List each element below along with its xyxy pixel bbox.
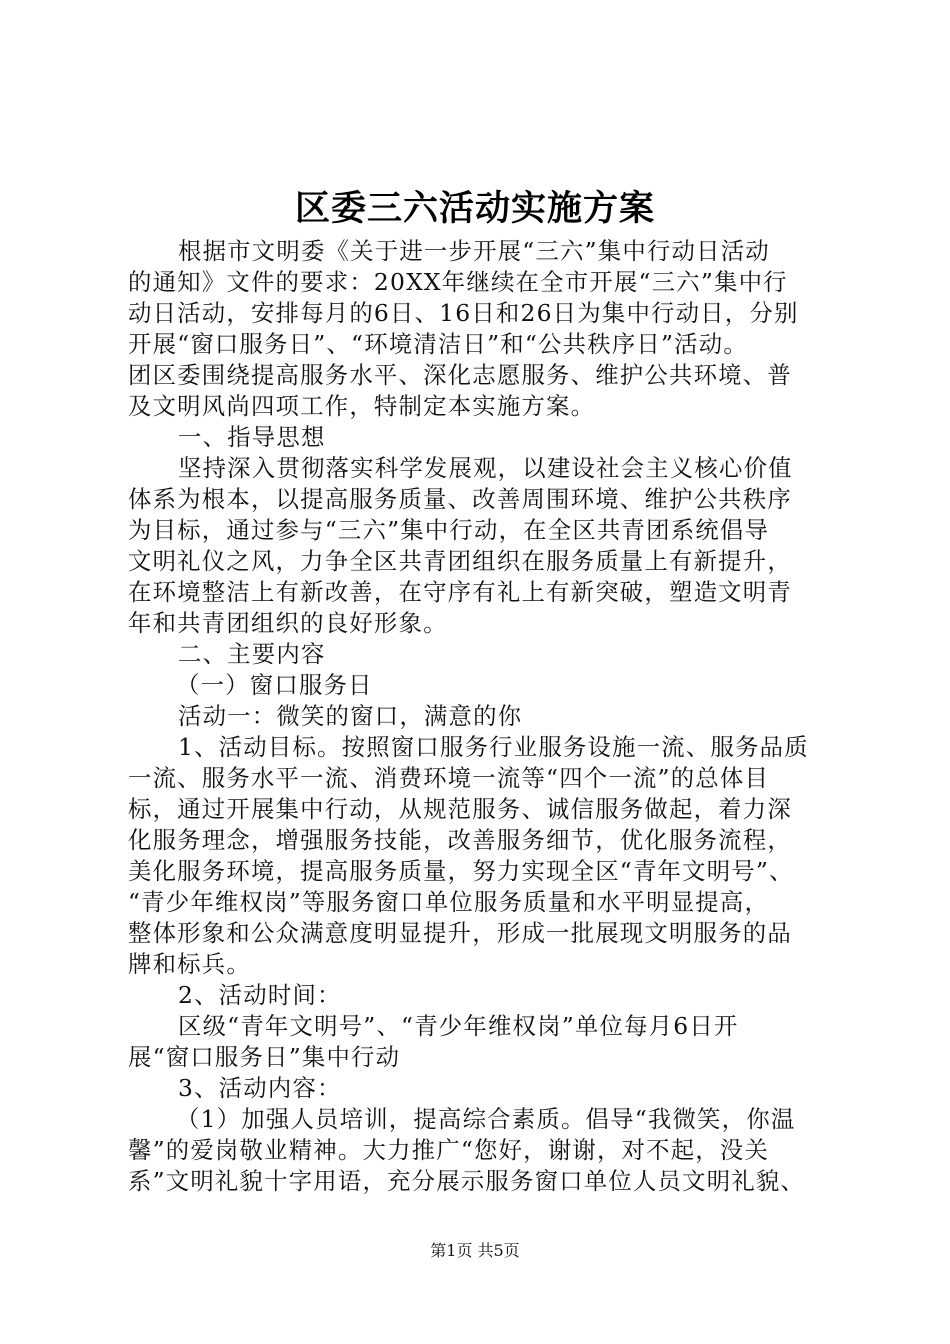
body-line: 一流、服务水平一流、消费环境一流等“四个一流”的总体目 — [128, 764, 770, 792]
body-line: “青少年维权岗”等服务窗口单位服务质量和水平明显提高， — [128, 888, 770, 916]
body-line: 馨”的爱岗敬业精神。大力推广“您好，谢谢，对不起，没关 — [128, 1136, 770, 1164]
body-line: 动日活动，安排每月的6日、16日和26日为集中行动日，分别 — [128, 299, 799, 327]
body-line: 文明礼仪之风，力争全区共青团组织在服务质量上有新提升， — [128, 547, 792, 575]
body-line: 1、活动目标。按照窗口服务行业服务设施一流、服务品质 — [178, 733, 809, 761]
body-line: 牌和标兵。 — [128, 950, 251, 978]
body-line: 化服务理念，增强服务技能，改善服务细节，优化服务流程， — [128, 826, 792, 854]
body-line: 展“窗口服务日”集中行动 — [128, 1043, 401, 1071]
body-line: 坚持深入贯彻落实科学发展观，以建设社会主义核心价值 — [178, 454, 793, 482]
body-line: 的通知》文件的要求：20XX年继续在全市开展“三六”集中行 — [128, 268, 788, 296]
body-line: 标，通过开展集中行动，从规范服务、诚信服务做起，着力深 — [128, 795, 792, 823]
subsection-heading: （一）窗口服务日 — [176, 671, 373, 699]
section-heading: 一、指导思想 — [178, 423, 326, 451]
body-line: 3、活动内容： — [178, 1074, 342, 1102]
section-heading: 二、主要内容 — [178, 640, 326, 668]
body-line: 为目标，通过参与“三六”集中行动，在全区共青团系统倡导 — [128, 516, 770, 544]
document-title: 区委三六活动实施方案 — [294, 188, 655, 229]
body-line: 在环境整洁上有新改善，在守序有礼上有新突破，塑造文明青 — [128, 578, 792, 606]
activity-heading: 活动一：微笑的窗口，满意的你 — [178, 702, 523, 730]
body-line: 体系为根本，以提高服务质量、改善周围环境、维护公共秩序 — [128, 485, 792, 513]
body-line: 根据市文明委《关于进一步开展“三六”集中行动日活动 — [178, 237, 770, 265]
body-line: 年和共青团组织的良好形象。 — [128, 609, 448, 637]
body-line: 美化服务环境，提高服务质量，努力实现全区“青年文明号”、 — [128, 857, 794, 885]
body-line: 团区委围绕提高服务水平、深化志愿服务、维护公共环境、普 — [128, 361, 792, 389]
body-line: 整体形象和公众满意度明显提升，形成一批展现文明服务的品 — [128, 919, 792, 947]
body-line: 系”文明礼貌十字用语，充分展示服务窗口单位人员文明礼貌、 — [128, 1167, 806, 1195]
document-body — [128, 236, 850, 1197]
body-line: （1）加强人员培训，提高综合素质。倡导“我微笑，你温 — [176, 1105, 796, 1133]
page-footer: 第1页 共5页 — [430, 1241, 520, 1260]
body-line: 2、活动时间： — [178, 981, 342, 1009]
body-line: 区级“青年文明号”、“青少年维权岗”单位每月6日开 — [178, 1012, 739, 1040]
body-line: 及文明风尚四项工作，特制定本实施方案。 — [128, 392, 596, 420]
body-line: 开展“窗口服务日”、“环境清洁日”和“公共秩序日”活动。 — [128, 330, 748, 358]
